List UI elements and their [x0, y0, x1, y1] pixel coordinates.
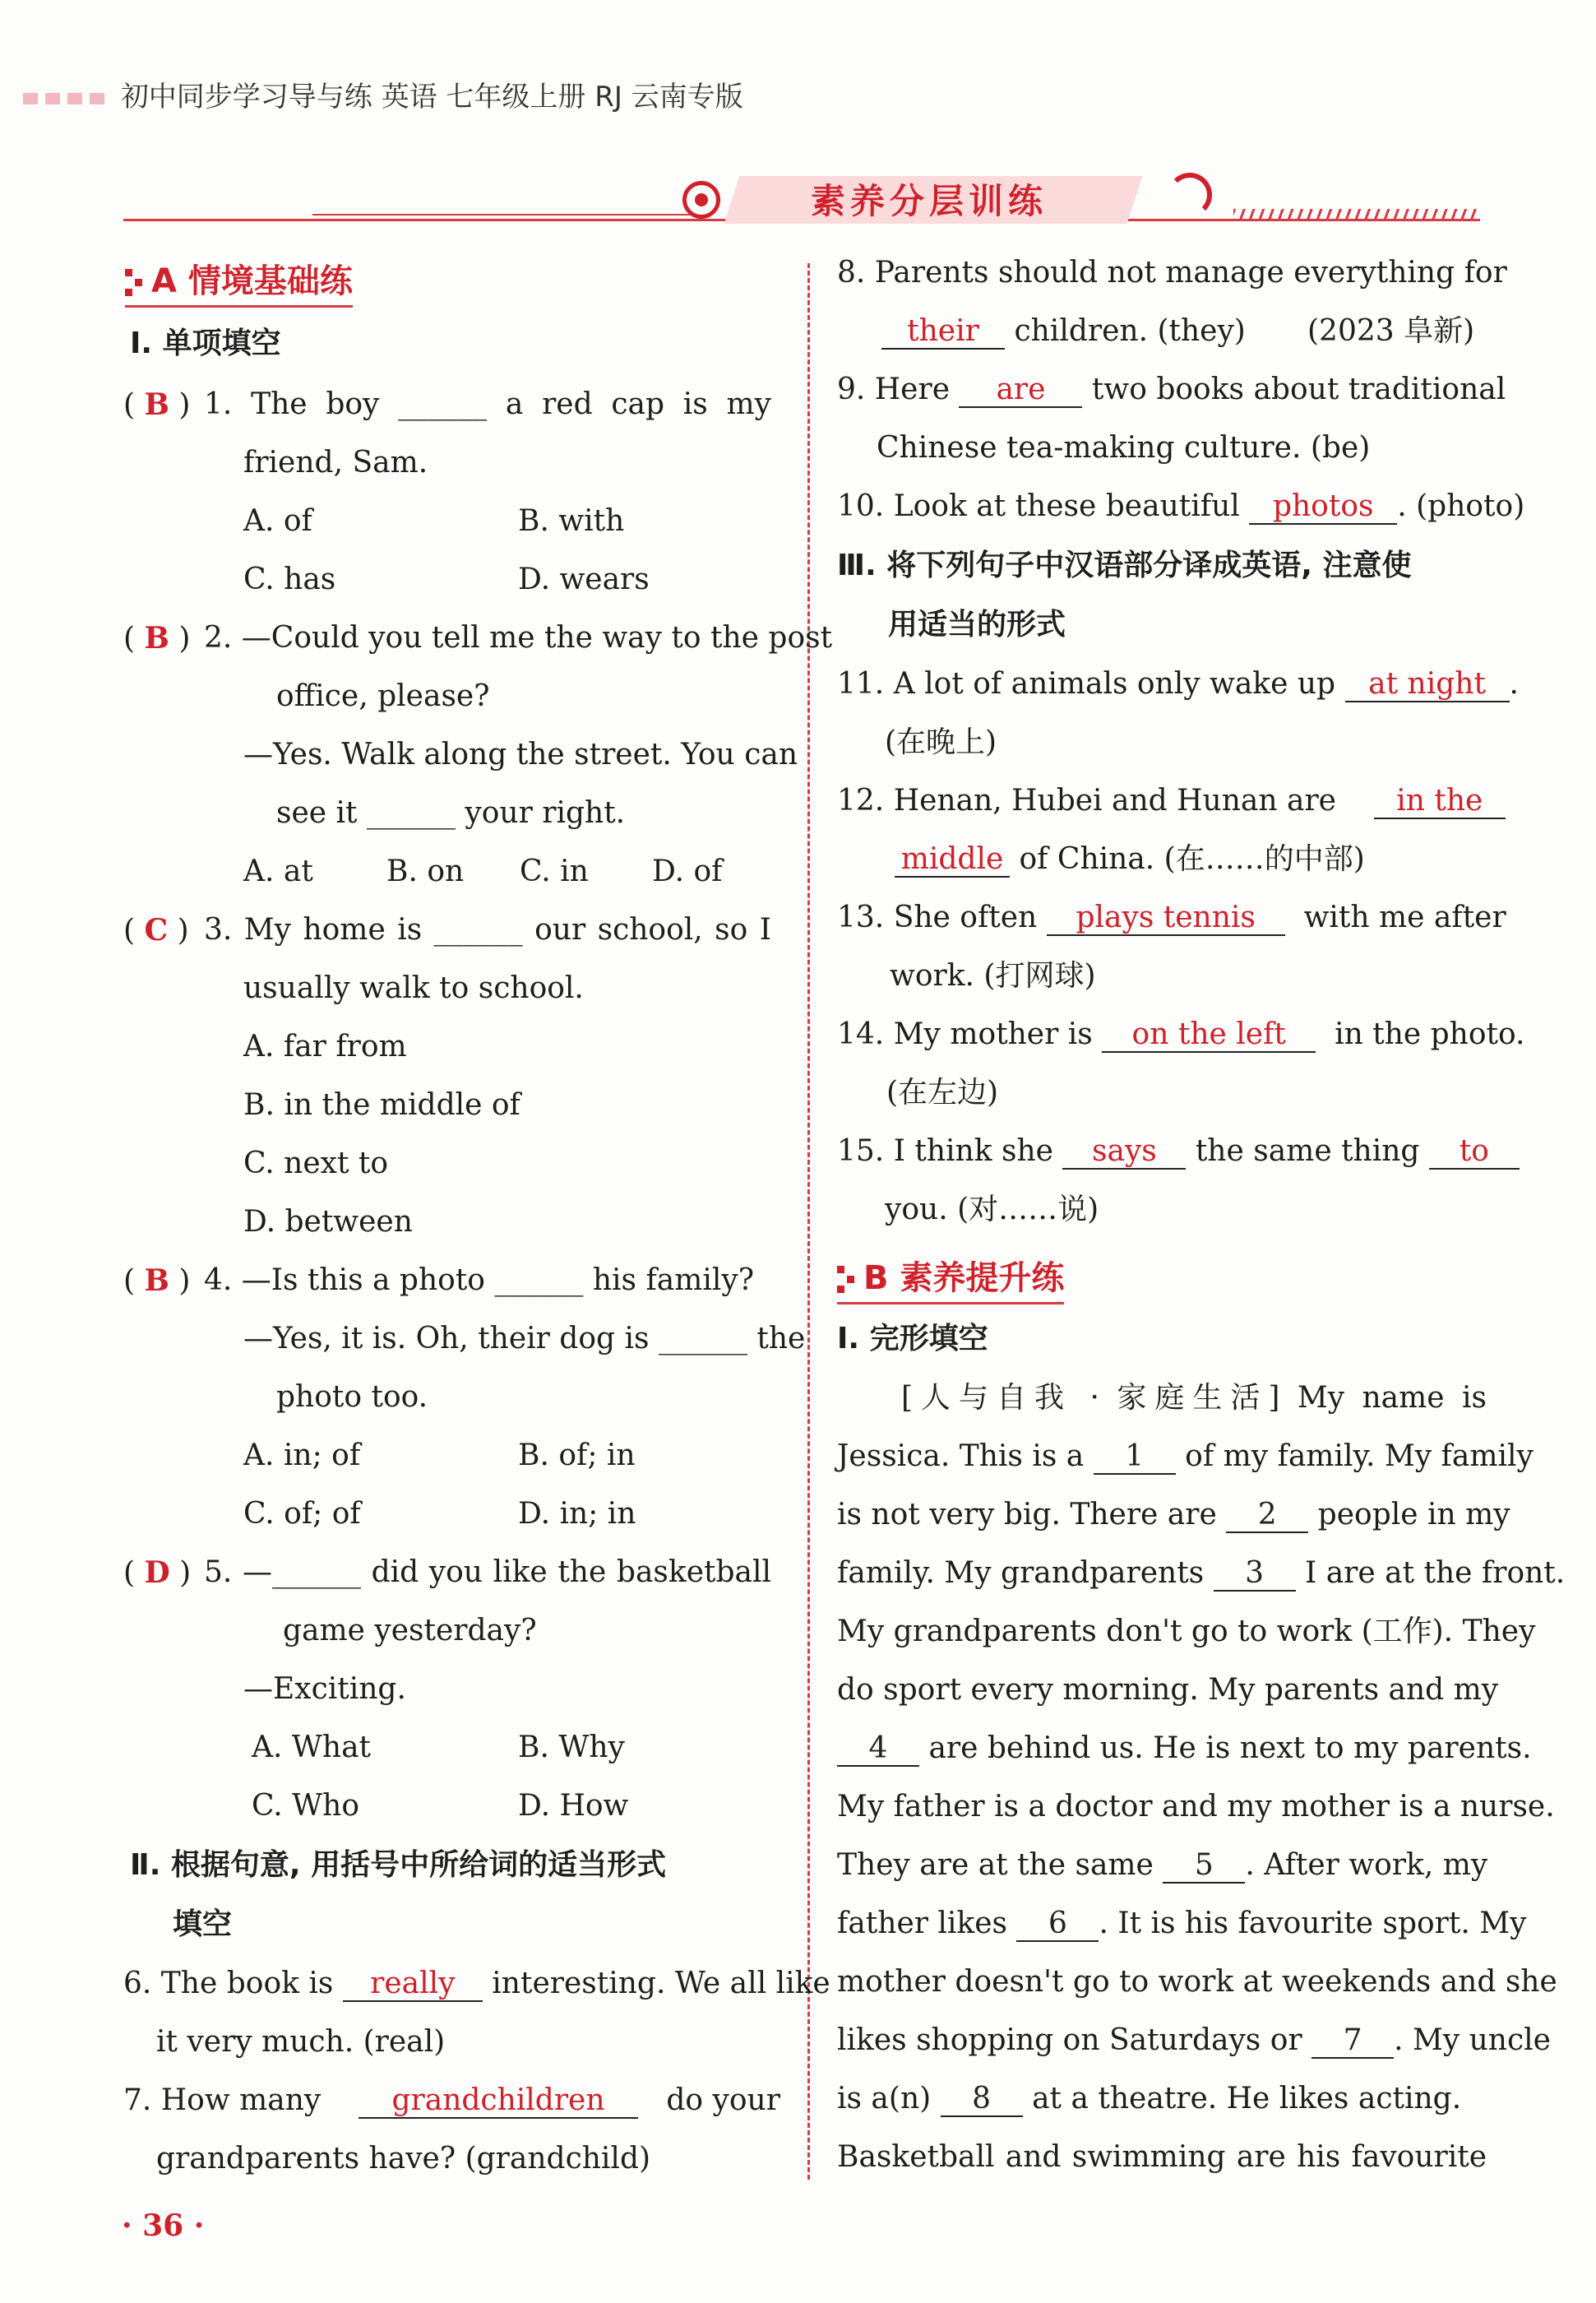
cloze-blank: 7 — [1311, 2024, 1394, 2059]
option: C. has — [243, 563, 336, 596]
question-2-text: see it ______ your right. — [276, 796, 626, 830]
option: B. Why — [518, 1731, 625, 1764]
question-14: 14. My mother is on the left in the photo. — [837, 1017, 1525, 1051]
option: A. What — [252, 1731, 372, 1764]
option: B. of; in — [518, 1439, 636, 1472]
answer-blank: are — [959, 373, 1082, 408]
part-b1-title: Ⅰ. 完形填空 — [837, 1322, 988, 1355]
option: A. in; of — [243, 1439, 361, 1472]
part-3-title: 用适当的形式 — [888, 608, 1066, 642]
section-b-title: B 素养提升练 — [837, 1252, 1064, 1304]
option: D. in; in — [518, 1497, 636, 1531]
passage-line: My grandparents don't go to work (工作). They — [837, 1615, 1536, 1648]
question-2-answer: ( B ) — [123, 621, 191, 656]
option: A. at — [243, 855, 313, 888]
part-2-title: Ⅱ. 根据句意, 用括号中所给词的适当形式 — [130, 1848, 667, 1882]
question-4-text: 4. —Is this a photo ______ his family? — [204, 1263, 755, 1297]
passage-line: They are at the same 5 . After work, my — [837, 1848, 1488, 1882]
header-square-icon — [23, 93, 38, 104]
question-1-text: 1. The boy ______ a red cap is my — [204, 387, 771, 421]
question-6-text: it very much. (real) — [156, 2025, 446, 2059]
header-square-icon — [45, 93, 60, 104]
question-14-text: (在左边) — [886, 1076, 999, 1110]
passage-line: Basketball and swimming are his favourite — [837, 2140, 1487, 2174]
passage-line: likes shopping on Saturdays or 7 . My uncle — [837, 2023, 1551, 2057]
question-2-text: 2. —Could you tell me the way to the post — [204, 621, 833, 655]
question-8-text: 8. Parents should not manage everything for — [837, 256, 1507, 290]
answer-blank: plays tennis — [1047, 901, 1285, 936]
question-12-line2: middle of China. (在……的中部) — [895, 841, 1365, 878]
question-15-text: you. (对……说) — [885, 1193, 1099, 1226]
answer-blank: their — [881, 315, 1005, 350]
question-5-text: game yesterday? — [283, 1614, 537, 1647]
book-title: 初中同步学习导与练 英语 七年级上册 RJ 云南专版 — [120, 81, 743, 114]
cloze-blank: 6 — [1016, 1907, 1099, 1942]
banner-title: 素养分层训练 — [810, 181, 1048, 221]
question-9: 9. Here are two books about traditional — [837, 373, 1506, 406]
swirl-icon — [1168, 173, 1212, 217]
answer-blank: to — [1429, 1135, 1520, 1170]
answer-blank: middle — [895, 843, 1010, 878]
answer-blank: grandchildren — [359, 2084, 638, 2119]
section-a-title: A 情境基础练 — [125, 255, 353, 308]
option: D. How — [518, 1789, 629, 1823]
dots-icon — [125, 269, 143, 297]
option: D. wears — [518, 563, 650, 596]
answer-blank: on the left — [1102, 1018, 1316, 1053]
section-banner — [123, 164, 1480, 230]
option: C. of; of — [243, 1497, 361, 1531]
passage-line: is a(n) 8 at a theatre. He likes acting. — [837, 2082, 1462, 2115]
page-header — [23, 74, 743, 114]
part-1-title: Ⅰ. 单项填空 — [130, 327, 281, 360]
question-3-text: 3. My home is ______ our school, so I — [204, 913, 771, 947]
question-10: 10. Look at these beautiful photos . (photo) — [837, 489, 1525, 523]
option: C. next to — [243, 1147, 388, 1180]
cloze-blank: 1 — [1094, 1440, 1176, 1475]
question-6: 6. The book is really interesting. We all like — [123, 1967, 830, 2000]
passage-line: father likes 6 . It is his favourite sport. My — [837, 1907, 1527, 1940]
target-icon — [682, 181, 720, 219]
passage-line: mother doesn't go to work at weekends and she — [837, 1965, 1557, 1999]
option: D. of — [652, 855, 723, 888]
question-5-text: 5. —______ did you like the basketball — [204, 1555, 771, 1589]
header-square-icon — [90, 93, 104, 104]
option: A. far from — [243, 1030, 407, 1063]
question-2-text: office, please? — [276, 679, 490, 713]
passage-line: My father is a doctor and my mother is a nurse. — [837, 1790, 1555, 1823]
answer-blank: says — [1062, 1135, 1186, 1170]
option: D. between — [243, 1205, 413, 1239]
dots-icon — [837, 1266, 855, 1294]
passage-line: Jessica. This is a 1 of my family. My family — [837, 1439, 1534, 1473]
passage-line: family. My grandparents 3 I are at the front. — [837, 1556, 1566, 1590]
question-12: 12. Henan, Hubei and Hunan are in the — [837, 783, 1506, 819]
question-4-answer: ( B ) — [123, 1263, 191, 1298]
question-9-text: Chinese tea-making culture. (be) — [877, 431, 1371, 465]
question-11: 11. A lot of animals only wake up at night . — [837, 667, 1519, 701]
option: B. in the middle of — [243, 1088, 520, 1122]
question-13-text: work. (打网球) — [890, 959, 1096, 993]
cloze-blank: 3 — [1214, 1557, 1296, 1592]
passage-line: [人与自我 · 家庭生活] My name is — [901, 1381, 1487, 1415]
question-15: 15. I think she says the same thing to — [837, 1133, 1520, 1170]
header-square-icon — [67, 93, 82, 104]
question-3-text: usually walk to school. — [243, 971, 584, 1005]
option: C. in — [520, 855, 589, 888]
question-7: 7. How many grandchildren do your — [123, 2083, 780, 2117]
question-5-answer: ( D ) — [123, 1555, 192, 1590]
answer-blank: really — [343, 1967, 483, 2002]
page-number: · 36 · — [122, 2208, 205, 2243]
option: B. with — [518, 504, 625, 538]
question-4-text: —Yes, it is. Oh, their dog is ______ the — [243, 1322, 806, 1355]
passage-line: do sport every morning. My parents and my — [837, 1673, 1499, 1707]
question-5-text: —Exciting. — [243, 1672, 406, 1706]
option: A. of — [243, 504, 312, 538]
answer-blank: in the — [1374, 785, 1506, 819]
part-3-title: Ⅲ. 将下列句子中汉语部分译成英语, 注意使 — [837, 549, 1412, 582]
answer-blank: at night — [1345, 668, 1510, 702]
cloze-blank: 4 — [837, 1732, 919, 1767]
cloze-blank: 2 — [1226, 1499, 1308, 1533]
question-4-text: photo too. — [276, 1380, 428, 1414]
part-2-title: 填空 — [173, 1907, 233, 1941]
question-1-text: friend, Sam. — [243, 446, 428, 480]
question-2-text: —Yes. Walk along the street. You can — [243, 738, 798, 772]
question-3-answer: ( C ) — [123, 913, 189, 948]
source-note: (2023 阜新) — [1307, 314, 1475, 348]
passage-line: is not very big. There are 2 people in my — [837, 1498, 1510, 1531]
column-divider — [807, 263, 810, 2180]
question-1-answer: ( B ) — [123, 387, 191, 422]
question-8: their children. (they) — [881, 313, 1246, 350]
question-11-text: (在晚上) — [885, 725, 997, 759]
cloze-blank: 5 — [1163, 1849, 1245, 1884]
cloze-blank: 8 — [941, 2083, 1023, 2117]
question-7-text: grandparents have? (grandchild) — [156, 2142, 651, 2176]
question-13: 13. She often plays tennis with me after — [837, 901, 1506, 934]
option: B. on — [386, 855, 465, 888]
answer-blank: photos — [1249, 490, 1397, 525]
option: C. Who — [252, 1789, 360, 1823]
passage-line: 4 are behind us. He is next to my parents. — [837, 1731, 1532, 1767]
